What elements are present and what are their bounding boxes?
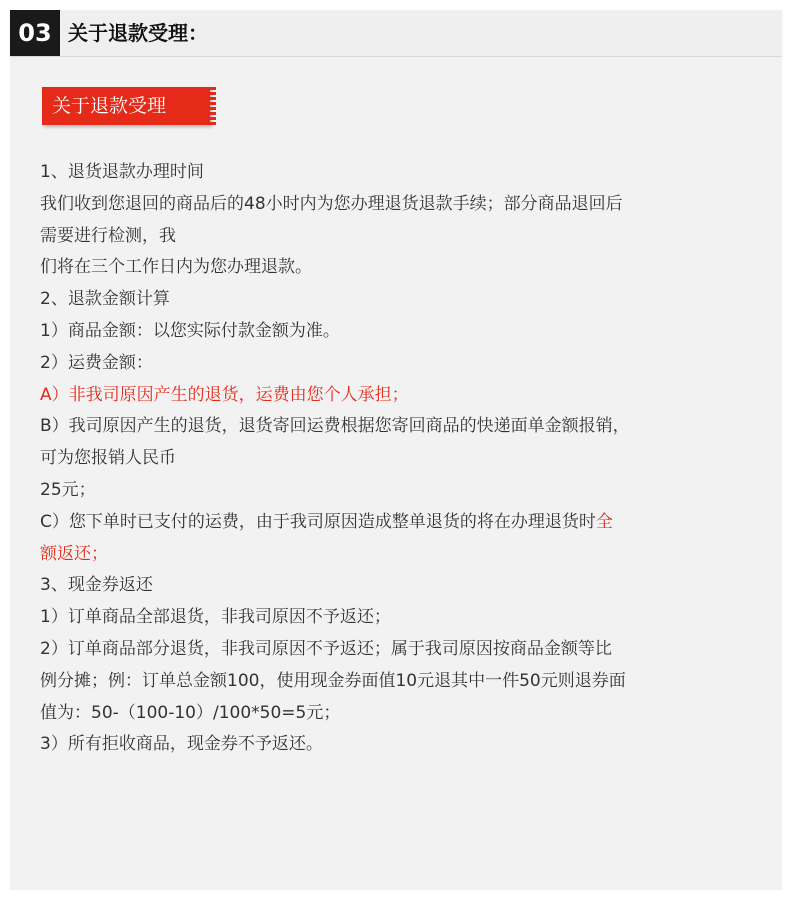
policy-line: 2）运费金额： — [40, 352, 153, 373]
policy-line — [40, 507, 770, 539]
content-panel — [10, 57, 782, 890]
section-header — [10, 10, 782, 57]
policy-line: B）我司原因产生的退货，退货寄回运费根据您寄回商品的快递面单金额报销， — [40, 416, 630, 437]
policy-line: 3）所有拒收商品，现金券不予返还。 — [40, 734, 323, 755]
policy-text — [40, 157, 770, 761]
policy-line: 们将在三个工作日内为您办理退款。 — [40, 257, 312, 278]
policy-line-highlight: A）非我司原因产生的退货，运费由您个人承担； — [40, 384, 409, 405]
section-number-badge: 03 — [10, 10, 60, 56]
policy-heading: 3、现金券返还 — [40, 575, 153, 596]
policy-line: 1）订单商品全部退货，非我司原因不予返还； — [40, 607, 391, 628]
policy-line: 可为您报销人民币 — [40, 448, 176, 469]
tag-text: 关于退款受理 — [52, 95, 167, 117]
policy-line: 例分摊；例：订单总金额100，使用现金券面值10元退其中一件50元则退券面 — [40, 670, 626, 691]
policy-text-segment: C）您下单时已支付的运费，由于我司原因造成整单退货的将在办理退货时 — [40, 511, 596, 532]
policy-line-highlight: 额返还； — [40, 543, 108, 564]
policy-heading: 2、退款金额计算 — [40, 289, 170, 310]
policy-line: 值为：50-（100-10）/100*50=5元； — [40, 702, 341, 723]
policy-line: 2）订单商品部分退货，非我司原因不予返还；属于我司原因按商品金额等比 — [40, 638, 612, 659]
policy-text-highlight: 全 — [595, 511, 613, 532]
policy-line: 需要进行检测，我 — [40, 225, 176, 246]
section-title: 关于退款受理： — [68, 21, 208, 45]
policy-line: 我们收到您退回的商品后的48小时内为您办理退货退款手续；部分商品退回后 — [40, 193, 623, 214]
policy-line: 1）商品金额：以您实际付款金额为准。 — [40, 320, 340, 341]
refund-tag-label — [42, 87, 210, 125]
policy-heading: 1、退货退款办理时间 — [40, 162, 204, 182]
policy-line: 25元； — [40, 479, 96, 500]
